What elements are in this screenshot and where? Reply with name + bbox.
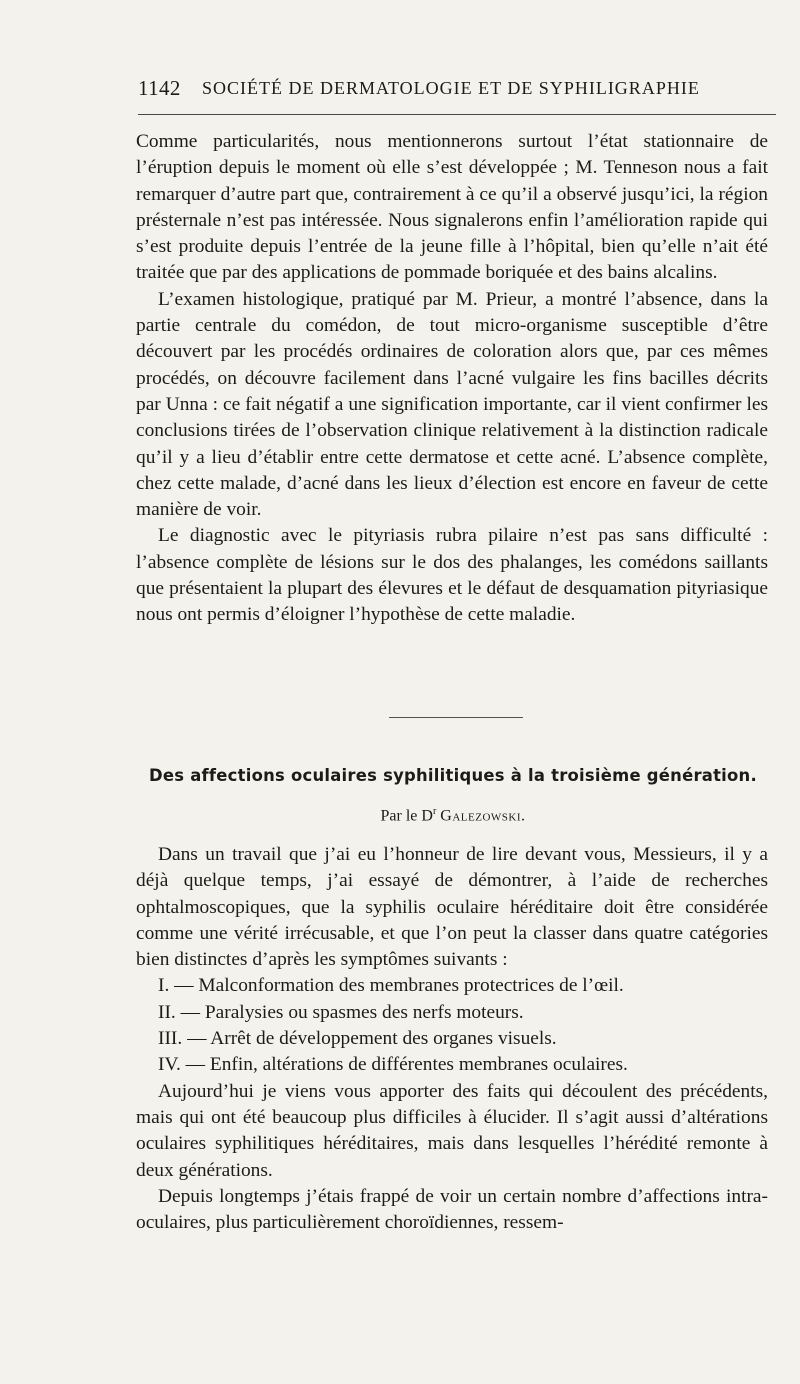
article-title: Des affections oculaires syphilitiques à la troisième génération.	[149, 766, 757, 785]
running-header	[138, 76, 778, 100]
list-item: IV. — Enfin, altérations de différentes membranes oculaires.	[158, 1054, 628, 1076]
running-title: SOCIÉTÉ DE DERMATOLOGIE ET DE SYPHILIGRAPHIE	[202, 78, 700, 98]
paragraph: Comme particularités, nous mentionnerons surtout l’état stationnaire de l’éruption depuis le moment où elle s’est développée ; M. Tenneson nous a fait remarquer d’autre part que, contrairement à ce qu’il a observé jusqu’ici, la région présternale n’est pas intéressée. Nous signalerons enfin l’amélioration rapide qui s’est produite depuis l’entrée de la jeune fille à l’hôpital, bien qu’elle n’ait été traitée que par des applications de pommade boriquée et des bains alcalins.	[136, 131, 768, 284]
list-item: II. — Paralysies ou spasmes des nerfs moteurs.	[158, 1001, 524, 1023]
byline-prefix: Par le D	[380, 807, 433, 825]
paragraph: Depuis longtemps j’étais frappé de voir un certain nombre d’affections intra-oculaires, plus particulièrement choroïdiennes, ressem-	[136, 1185, 768, 1234]
byline-superscript: r	[432, 806, 437, 817]
list-item: III. — Arrêt de développement des organes visuels.	[158, 1028, 557, 1050]
paragraph: Dans un travail que j’ai eu l’honneur de lire devant vous, Messieurs, il y a déjà quelque temps, j’ai essayé de démontrer, à l’aide de recherches ophtalmoscopiques, que la syphilis oculaire héréditaire doit être considérée comme une vérité irrécusable, et que l’on peut la classer dans quatre catégories bien distinctes d’après les symptômes suivants :	[136, 844, 768, 971]
paragraph: L’examen histologique, pratiqué par M. Prieur, a montré l’absence, dans la partie centrale du comédon, de tout micro-organisme susceptible d’être découvert par les procédés ordinaires de coloration alors que, par ces mêmes procédés, on découvre facilement dans l’acné vulgaire les fins bacilles décrits par Unna : ce fait négatif a une signification importante, car il vient confirmer les conclusions tirées de l’observation clinique relativement à la distinction radicale qu’il y a lieu d’établir entre cette dermatose et cette acné. L’absence complète, chez cette malade, d’acné dans les lieux d’élection est encore en faveur de cette manière de voir.	[136, 288, 768, 521]
paragraph: Aujourd’hui je viens vous apporter des faits qui découlent des précédents, mais qui ont été beaucoup plus difficiles à élucider. Il s’agit aussi d’altérations oculaires syphilitiques héréditaires, mais dans lesquelles l’hérédité remonte à deux générations.	[136, 1080, 768, 1181]
author-name: Galezowski.	[440, 807, 526, 825]
page-number: 1142	[138, 76, 181, 100]
list-item: I. — Malconformation des membranes protectrices de l’œil.	[158, 975, 624, 997]
continued-text	[136, 129, 768, 629]
section-separator	[389, 717, 523, 718]
paragraph: Le diagnostic avec le pityriasis rubra pilaire n’est pas sans difficulté : l’absence complète de lésions sur le dos des phalanges, les comédons saillants que présentaient la plupart des élevures et le défaut de desquamation pityriasique nous ont permis d’éloigner l’hypothèse de cette maladie.	[136, 525, 768, 626]
byline	[136, 806, 770, 825]
header-rule	[138, 114, 776, 115]
article-body	[136, 842, 768, 1236]
